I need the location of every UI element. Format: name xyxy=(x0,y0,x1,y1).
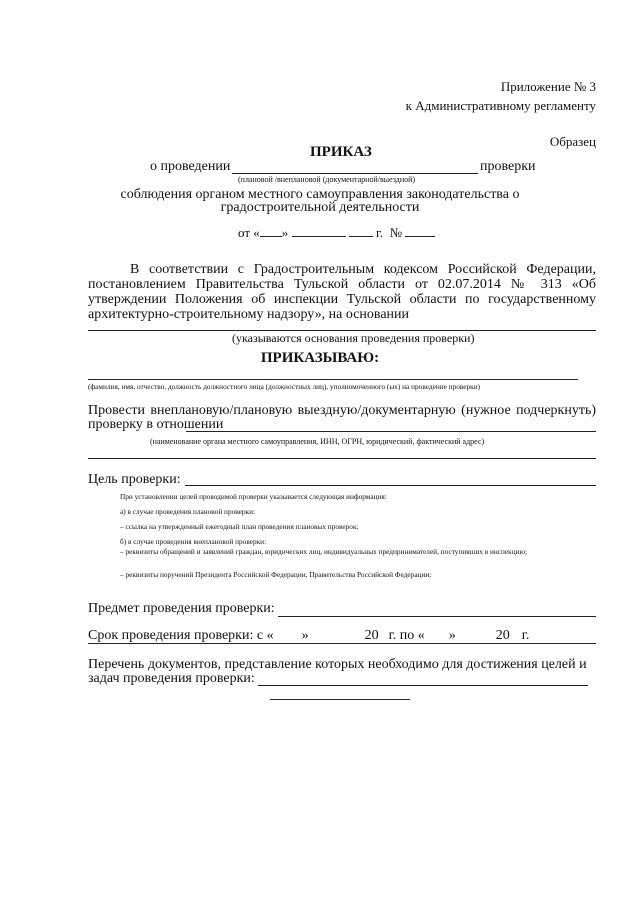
purpose-note-1: При установлении целей проводимой проверки указывается следующая информация: xyxy=(120,492,387,501)
purpose-note-5: – реквизиты обращений и заявлений граждан, юридических лиц, индивидуальных предпринимателей, поступивших в инспекцию; xyxy=(120,547,527,556)
purpose-blank xyxy=(185,485,596,486)
term-line xyxy=(88,628,596,644)
documents-line-1: Перечень документов, представление которых необходимо для достижения целей и xyxy=(88,657,587,672)
number-blank xyxy=(405,225,435,237)
appendix-number: Приложение № 3 xyxy=(500,79,596,94)
inspection-type-blank xyxy=(232,173,478,174)
documents-blank xyxy=(258,685,588,686)
month-blank xyxy=(292,225,346,237)
inspection-text: Провести внеплановую/плановую выездную/документарную (нужное подчеркнуть) проверку в отношении xyxy=(88,403,596,432)
documents-line-2: задач проведения проверки: xyxy=(88,671,255,686)
purpose-note-3: – ссылка на утвержденный ежегодный план проведения плановых проверок; xyxy=(120,522,359,531)
date-year-label: г. xyxy=(376,225,384,240)
entity-hint: (наименование органа местного самоуправления, ИНН, ОГРН, юридический, фактический адрес) xyxy=(150,437,485,446)
purpose-label: Цель проверки: xyxy=(88,472,181,487)
term-label: Срок проведения проверки: с « xyxy=(88,628,274,643)
entity-blank-2 xyxy=(88,458,596,459)
term-quote-close-1: » xyxy=(301,628,309,643)
purpose-note-6: – реквизиты поручений Президента Российской Федерации, Правительства Российской Федерации; xyxy=(120,570,432,579)
regulation-reference: к Административному регламенту xyxy=(405,98,596,113)
term-year-1: 20 xyxy=(364,628,379,643)
date-from-label: от « xyxy=(238,225,260,240)
sample-mark: Образец xyxy=(549,134,596,149)
purpose-note-4: б) в случае проведения внеплановой проверки: xyxy=(120,537,267,546)
preamble-text: В соответствии с Градостроительным кодексом Российской Федерации, постановлением Правительства Тульской области от 02.07.2014 № 313 «Об утверждении Положения об инспекции Тульской области по государственному архитектурно-строительному надзору», на основании xyxy=(88,262,596,322)
term-year-2: 20 xyxy=(495,628,510,643)
subject-label: Предмет проведения проверки: xyxy=(88,601,275,616)
about-prefix: о проведении xyxy=(150,159,231,174)
subject-line-2: градостроительной деятельности xyxy=(220,200,420,215)
date-quote-close: » xyxy=(281,225,289,240)
term-year-end: г. xyxy=(521,628,530,643)
person-hint: (фамилия, имя, отчество, должность должностного лица (должностных лиц), уполномоченного (ых) на проведение проверки) xyxy=(88,382,481,391)
number-sign: № xyxy=(389,225,403,240)
document-title: ПРИКАЗ xyxy=(310,144,372,160)
order-heading: ПРИКАЗЫВАЮ: xyxy=(260,350,380,366)
subject-blank xyxy=(278,616,596,617)
date-line xyxy=(238,225,435,241)
term-quote-close-2: » xyxy=(448,628,456,643)
person-blank xyxy=(88,379,578,380)
purpose-note-2: а) в случае проведения плановой проверки: xyxy=(120,507,256,516)
term-mid: г. по « xyxy=(388,628,425,643)
basis-hint: (указываются основания проведения проверки) xyxy=(232,331,475,345)
about-suffix: проверки xyxy=(480,159,536,174)
day-blank xyxy=(260,225,282,237)
term-underline xyxy=(88,643,596,644)
entity-blank xyxy=(186,431,596,432)
year-blank xyxy=(349,225,373,237)
closing-rule xyxy=(270,699,410,700)
inspection-type-hint: (плановой /внеплановой (документарной/выездной) xyxy=(238,175,416,184)
subject-line-1: соблюдения органом местного самоуправления законодательства о xyxy=(120,187,520,202)
